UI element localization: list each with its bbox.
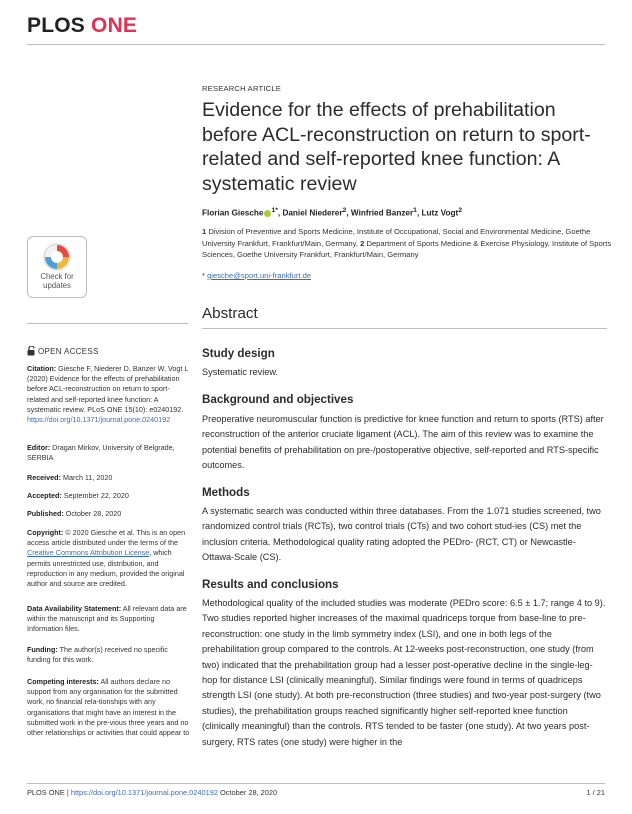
citation-doi-link[interactable]: https://doi.org/10.1371/journal.pone.0240192 [27,415,171,425]
author-separator: , [416,208,422,218]
author-separator: , [346,208,351,218]
check-updates-line1: Check for [40,272,74,281]
competing-interests-text: All authors declare no support from any organisation for the submitted work, no financial rela-tionships with any organisations that might have an interest in the submitted work in the pre-vious three years and no other relationships or activities that could appear to [27,677,190,738]
data-availability-text: All relevant data are within the manuscript and its Supporting Information files. [27,604,187,634]
footer-divider [27,783,605,784]
logo-plos: PLOS [27,14,85,37]
corresponding-email [202,271,311,280]
funding-text: The author(s) received no specific funding for this work. [27,645,168,665]
copyright-text: © 2020 Giesche et al. This is an open access article distributed under the terms of the [27,528,186,548]
author-mark: 1 [413,207,417,214]
editor-text: Dragan Mirkov, University of Belgrade, SERBIA [27,443,175,463]
author-name[interactable]: Daniel Niederer [282,208,343,218]
open-lock-icon [27,346,36,356]
check-for-updates-badge[interactable] [27,236,87,298]
affiliation-text: Department of Sports Medicine & Exercise Physiology, Institute of Sports Sciences, Goethe University Frankfurt, Frankfurt/Main, Germany [202,238,612,260]
competing-interests-block [27,677,190,738]
competing-interests-label: Competing interests: [27,677,99,686]
section-heading-background: Background and objectives [202,393,354,406]
author-name[interactable]: Winfried Banzer [350,208,414,218]
license-link[interactable]: Creative Commons Attribution License [27,548,150,558]
affiliations [202,226,612,261]
published-date: October 28, 2020 [63,509,122,518]
received-block [27,473,190,483]
editor-block [27,443,190,463]
open-access-label [27,346,99,356]
abstract-heading: Abstract [202,305,258,322]
open-access-text: OPEN ACCESS [38,347,99,356]
citation-label: Citation: [27,364,57,373]
author-name[interactable]: Florian Giesche [202,208,264,218]
section-heading-results: Results and conclusions [202,578,339,591]
journal-logo[interactable] [27,14,137,38]
copyright-block [27,528,190,589]
author-mark: 2 [458,207,463,214]
email-mark: * [202,271,208,280]
accepted-block [27,491,190,501]
received-date: March 11, 2020 [60,473,113,482]
affiliation-text: Division of Preventive and Sports Medicine, Institute of Occupational, Social and Environmental Medicine, Goethe University Frankfurt, Frankfurt/Main, Germany, [202,227,591,248]
published-label: Published: [27,509,64,518]
author-list [202,207,607,218]
section-body-methods: A systematic search was conducted within three databases. From the 1.071 studies screened, two randomized control trials (RCTs), two control trials (CTs) and two cohort stud-ies (CS) met the inclusion criteria. Methodological quality rating adopted the PEDro- (RCT, CT) or Newcastle-Ottawa-Scale (CS). [202,506,601,563]
article-title: Evidence for the effects of prehabilitation before ACL-reconstruction on return to sport-related and self-reported knee function: A systematic review [202,99,591,195]
section-body-background: Preoperative neuromuscular function is predictive for knee function and return to sports (RTS) after reconstruction of the anterior cruciate ligament (ACL). The aim of this review was to examine the potential benefits of prehabilitation on pre-/postoperative objective, self-reported and RTS-specific outcomes. [202,414,604,471]
accepted-label: Accepted: [27,491,62,500]
email-link[interactable]: giesche@sport.uni-frankfurt.de [207,271,312,280]
footer-doi-link[interactable]: https://doi.org/10.1371/journal.pone.0240192 [70,788,218,797]
footer-journal: PLOS ONE | [27,788,71,797]
funding-label: Funding: [27,645,58,654]
footer-date: October 28, 2020 [217,788,278,797]
editor-label: Editor: [27,443,51,452]
published-block [27,509,190,519]
data-availability-label: Data Availability Statement: [27,604,122,613]
page-number: 1 / 21 [586,788,605,797]
abstract-divider [202,328,607,329]
citation-text: Giesche F, Niederer D, Banzer W, Vogt L (2020) Evidence for the effects of prehabilitation before ACL-reconstruction on return to sport-related and self-reported knee function: A systematic review. PLoS ONE 15(10): e0240192. [27,364,189,414]
copyright-text: , which permits unrestricted use, distribution, and reproduction in any medium, provided the original author and source are credited. [27,548,185,589]
citation-block [27,364,190,425]
funding-block [27,645,190,665]
author-separator: , [277,208,283,218]
affiliation-number: 1 [202,227,207,236]
section-heading-methods: Methods [202,486,250,499]
received-label: Received: [27,473,61,482]
copyright-label: Copyright: [27,528,64,537]
logo-one: ONE [91,14,138,37]
page-footer [27,788,277,797]
header-divider [27,44,605,45]
author-mark: 2 [342,207,347,214]
article-type: RESEARCH ARTICLE [202,84,282,93]
sidebar-divider [27,323,188,324]
check-updates-line2: updates [43,280,71,290]
section-body-study-design: Systematic review. [202,367,279,377]
author-name[interactable]: Lutz Vogt [421,208,459,218]
section-heading-study-design: Study design [202,347,275,360]
affiliation-number: 2 [360,238,365,248]
author-mark: 1* [271,207,278,214]
check-updates-icon [42,242,72,272]
data-availability-block [27,604,190,635]
section-body-results: Methodological quality of the included studies was moderate (PEDro score: 6.5 ± 1.7; range 4 to 9). Two studies reported higher increases of the maximal quadriceps torque from base-line to pre-reconstruction: one study in the limb symmetry index (LSI), and one in both legs of the prehabilitation group compared to the controls. At 12-weeks post-reconstruction, one study (from two) indicated that the prehabilitation group had a lesser post-operative decline in the single-leg-hop for distance LSI (clinically meaningful). Similar findings were found in terms of quadriceps strength LSI (one study). At both pre-reconstruction (three studies) and two-year post-surgery (two studies), the prehabilitation groups reached significantly higher self-reported knee function (clinically meaningful) than the controls. RTS tended to be faster (one study). At two years post-surgery, RTS rates (one study) were higher in the [202,598,606,747]
accepted-date: September 22, 2020 [61,491,129,500]
